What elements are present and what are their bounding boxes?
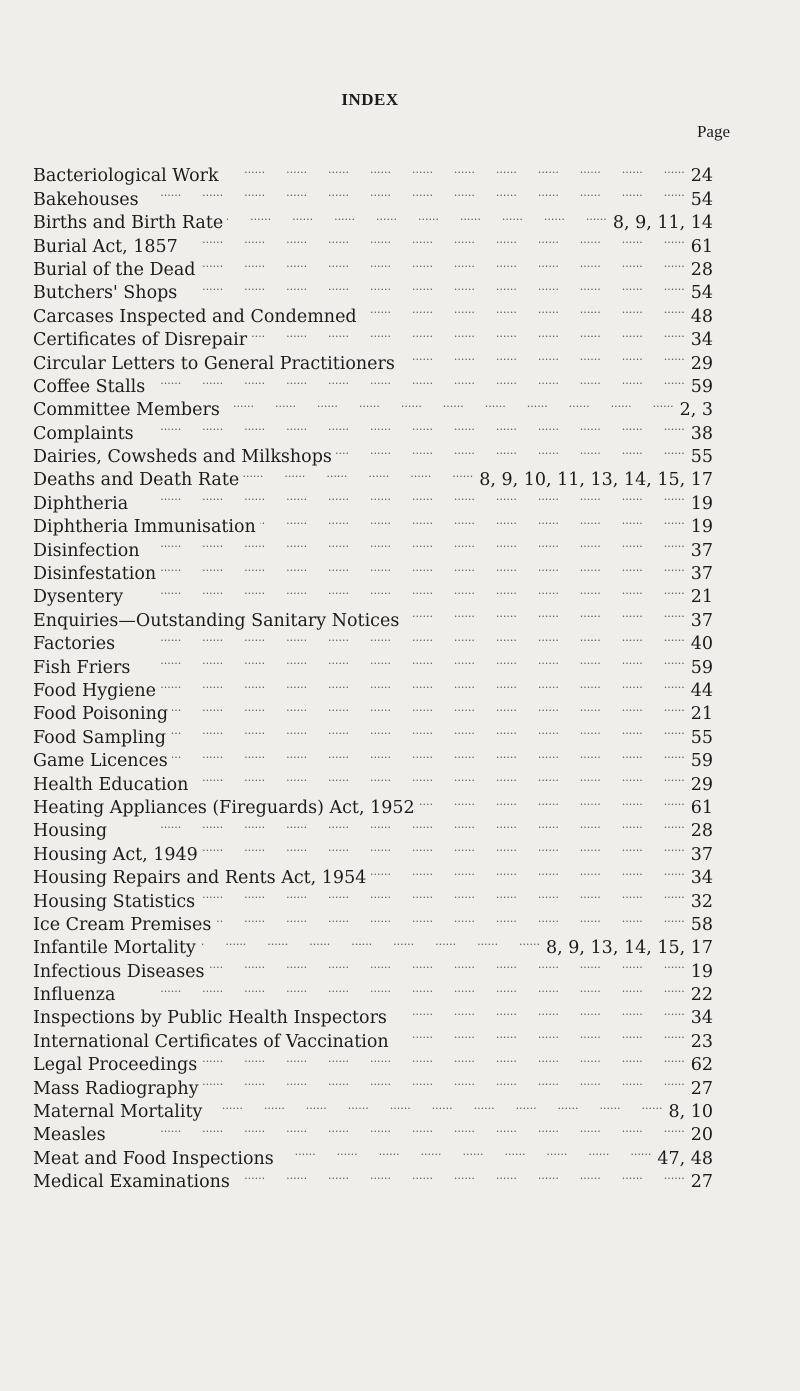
dot-leader xyxy=(144,532,689,555)
index-entry xyxy=(33,532,713,561)
index-entry-label: International Certificates of Vaccination xyxy=(33,1031,389,1052)
index-entry-label: Housing Statistics xyxy=(33,891,196,912)
index-entry-pages: 28 xyxy=(690,259,713,280)
dot-leader xyxy=(181,275,688,298)
index-entry-pages: 58 xyxy=(690,914,713,935)
index-entry xyxy=(33,1047,713,1076)
index-entry-pages: 62 xyxy=(690,1055,713,1076)
index-entry-pages: 29 xyxy=(690,353,713,374)
index-entry xyxy=(33,626,713,655)
index-entry-pages: 29 xyxy=(690,774,713,795)
index-entry-pages: 59 xyxy=(690,376,713,397)
index-entry-label: Influenza xyxy=(33,985,116,1006)
index-entry xyxy=(33,1164,713,1193)
dot-leader xyxy=(243,462,477,485)
index-entry xyxy=(33,673,713,701)
dot-leader xyxy=(200,252,689,275)
index-entry-pages: 8, 9, 13, 14, 15, 17 xyxy=(546,938,713,959)
index-entry-pages: 2, 3 xyxy=(679,400,713,421)
dot-leader xyxy=(227,205,611,228)
index-entry-label: Diphtheria Immunisation xyxy=(33,517,256,538)
dot-leader xyxy=(160,673,689,696)
index-entry xyxy=(33,485,713,514)
index-entry-pages: 48 xyxy=(690,306,713,327)
index-entry xyxy=(33,1117,713,1146)
dot-leader xyxy=(251,322,689,345)
dot-leader xyxy=(192,766,688,789)
index-entry-pages: 24 xyxy=(690,166,713,187)
dot-leader xyxy=(182,228,689,251)
dot-leader xyxy=(200,930,544,953)
dot-leader xyxy=(278,1140,656,1163)
dot-leader xyxy=(234,1164,689,1187)
index-entry-label: Housing xyxy=(33,821,108,842)
index-entry xyxy=(33,275,713,304)
dot-leader xyxy=(209,953,689,976)
dot-leader xyxy=(336,439,689,462)
index-entry xyxy=(33,719,713,748)
index-entry xyxy=(33,205,713,234)
dot-leader xyxy=(201,1047,689,1070)
index-entry-label: Ice Cream Premises xyxy=(33,914,212,935)
index-entry-pages: 19 xyxy=(690,961,713,982)
index-entry xyxy=(33,1140,713,1169)
dot-leader xyxy=(111,813,689,836)
index-entry-pages: 8, 9, 10, 11, 13, 14, 15, 17 xyxy=(479,470,713,491)
index-entry-pages: 21 xyxy=(690,704,713,725)
dot-leader xyxy=(119,977,688,1000)
dot-leader xyxy=(361,298,689,321)
index-entry-label: Health Education xyxy=(33,774,189,795)
index-entry xyxy=(33,298,713,327)
index-entry-pages: 61 xyxy=(690,236,713,257)
index-entry-pages: 37 xyxy=(690,564,713,585)
index-entry-label: Disinfestation xyxy=(33,564,157,585)
index-entry-label: Burial Act, 1857 xyxy=(33,236,178,257)
index-entry xyxy=(33,953,713,982)
index-entry-pages: 27 xyxy=(690,1172,713,1193)
index-entry-pages: 28 xyxy=(690,821,713,842)
index-entry-label: Dairies, Cowsheds and Milkshops xyxy=(33,447,332,468)
index-entry xyxy=(33,158,713,187)
index-entry xyxy=(33,766,713,795)
index-entry-label: Diphtheria xyxy=(33,493,129,514)
dot-leader xyxy=(399,345,689,368)
index-entry xyxy=(33,392,713,421)
dot-leader xyxy=(203,1070,689,1093)
index-entry xyxy=(33,836,713,865)
index-entry-label: Heating Appliances (Fireguards) Act, 1952 xyxy=(33,797,415,818)
dot-leader xyxy=(134,649,688,672)
index-entry-label: Food Sampling xyxy=(33,727,166,748)
dot-leader xyxy=(215,907,688,930)
index-entry-pages: 34 xyxy=(690,330,713,351)
index-entry-label: Infantile Mortality xyxy=(33,938,196,959)
index-entry-label: Deaths and Death Rate xyxy=(33,470,240,491)
index-entry-label: Housing Repairs and Rents Act, 1954 xyxy=(33,868,367,889)
index-entry-pages: 59 xyxy=(690,657,713,678)
index-entry-label: Meat and Food Inspections xyxy=(33,1148,274,1169)
index-entry-pages: 37 xyxy=(690,610,713,631)
index-entry-pages: 38 xyxy=(690,423,713,444)
index-list xyxy=(33,158,713,1193)
index-entry xyxy=(33,883,713,912)
dot-leader xyxy=(119,626,689,649)
index-entry-pages: 54 xyxy=(690,189,713,210)
index-entry-pages: 37 xyxy=(690,844,713,865)
index-entry xyxy=(33,977,713,1006)
index-entry-label: Bacteriological Work xyxy=(33,166,219,187)
index-entry-label: Factories xyxy=(33,634,116,655)
index-entry xyxy=(33,860,713,889)
dot-leader xyxy=(206,1094,666,1117)
index-entry xyxy=(33,579,713,608)
index-entry-label: Food Hygiene xyxy=(33,681,156,701)
index-entry xyxy=(33,181,713,210)
index-entry-pages: 40 xyxy=(690,634,713,655)
index-entry xyxy=(33,228,713,257)
dot-leader xyxy=(172,696,689,719)
index-entry-label: Medical Examinations xyxy=(33,1172,230,1193)
index-entry-label: Complaints xyxy=(33,423,134,444)
index-entry-label: Measles xyxy=(33,1125,106,1146)
index-entry-label: Births and Birth Rate xyxy=(33,213,224,234)
index-entry-label: Coffee Stalls xyxy=(33,376,146,397)
dot-leader xyxy=(223,158,689,181)
dot-leader xyxy=(127,579,689,602)
dot-leader xyxy=(403,602,688,625)
index-entry-pages: 55 xyxy=(690,447,713,468)
index-entry-label: Infectious Diseases xyxy=(33,961,205,982)
index-entry-pages: 59 xyxy=(690,751,713,772)
index-entry-label: Inspections by Public Health Inspectors xyxy=(33,1008,387,1029)
index-entry xyxy=(33,415,713,444)
index-entry-pages: 22 xyxy=(690,985,713,1006)
index-entry xyxy=(33,345,713,374)
index-entry-pages: 44 xyxy=(690,681,713,701)
page-column-header: Page xyxy=(696,122,730,141)
index-entry xyxy=(33,1023,713,1052)
index-entry xyxy=(33,462,713,491)
index-entry xyxy=(33,1094,713,1123)
index-entry xyxy=(33,930,713,959)
dot-leader xyxy=(138,415,689,438)
index-entry-pages: 8, 9, 11, 14 xyxy=(612,213,713,234)
index-entry xyxy=(33,743,713,772)
index-entry-label: Disinfection xyxy=(33,540,140,561)
index-entry-pages: 54 xyxy=(690,283,713,304)
index-entry xyxy=(33,602,713,631)
index-entry-pages: 61 xyxy=(690,797,713,818)
index-entry-label: Legal Proceedings xyxy=(33,1055,198,1076)
index-entry-pages: 37 xyxy=(690,540,713,561)
index-entry xyxy=(33,907,713,935)
dot-leader xyxy=(393,1023,689,1046)
index-entry-pages: 20 xyxy=(690,1125,713,1146)
dot-leader xyxy=(170,719,689,742)
dot-leader xyxy=(143,181,689,204)
dot-leader xyxy=(132,485,689,508)
dot-leader xyxy=(110,1117,689,1140)
index-entry-pages: 19 xyxy=(690,493,713,514)
dot-leader xyxy=(419,790,689,813)
index-entry-pages: 27 xyxy=(690,1078,713,1099)
index-entry-pages: 21 xyxy=(690,587,713,608)
index-entry-label: Certificates of Disrepair xyxy=(33,330,248,351)
index-entry-label: Carcases Inspected and Condemned xyxy=(33,306,357,327)
index-entry-label: Game Licences xyxy=(33,751,168,772)
dot-leader xyxy=(149,369,688,392)
index-entry-pages: 32 xyxy=(690,891,713,912)
index-entry xyxy=(33,1000,713,1029)
index-entry xyxy=(33,1070,713,1099)
index-entry-label: Maternal Mortality xyxy=(33,1102,203,1123)
index-entry-pages: 47, 48 xyxy=(657,1148,713,1169)
index-entry-pages: 23 xyxy=(690,1031,713,1052)
index-entry xyxy=(33,439,713,468)
index-entry-label: Housing Act, 1949 xyxy=(33,844,198,865)
index-entry-label: Circular Letters to General Practitioners xyxy=(33,353,395,374)
index-entry xyxy=(33,813,713,842)
index-entry xyxy=(33,369,713,397)
page-title: INDEX xyxy=(341,90,399,109)
dot-leader xyxy=(202,836,689,859)
index-entry-label: Fish Friers xyxy=(33,657,131,678)
index-entry xyxy=(33,790,713,818)
index-entry-label: Dysentery xyxy=(33,587,124,608)
index-entry-label: Mass Radiography xyxy=(33,1078,199,1099)
dot-leader xyxy=(160,556,689,579)
index-entry xyxy=(33,696,713,725)
dot-leader xyxy=(224,392,678,415)
index-entry xyxy=(33,509,713,538)
dot-leader xyxy=(370,860,688,883)
index-entry-label: Enquiries—Outstanding Sanitary Notices xyxy=(33,610,400,631)
dot-leader xyxy=(172,743,689,766)
index-entry-pages: 34 xyxy=(690,868,713,889)
index-entry-label: Food Poisoning xyxy=(33,704,169,725)
dot-leader xyxy=(391,1000,689,1023)
index-entry-label: Bakehouses xyxy=(33,189,139,210)
index-entry-pages: 34 xyxy=(690,1008,713,1029)
dot-leader xyxy=(260,509,689,532)
index-entry-label: Burial of the Dead xyxy=(33,259,196,280)
index-entry xyxy=(33,556,713,585)
index-entry xyxy=(33,322,713,351)
index-entry-pages: 8, 10 xyxy=(668,1102,713,1123)
index-entry xyxy=(33,252,713,280)
index-entry-label: Butchers' Shops xyxy=(33,283,178,304)
index-entry xyxy=(33,649,713,678)
dot-leader xyxy=(199,883,689,906)
index-entry-label: Committee Members xyxy=(33,400,220,421)
index-entry-pages: 19 xyxy=(690,517,713,538)
index-entry-pages: 55 xyxy=(690,727,713,748)
